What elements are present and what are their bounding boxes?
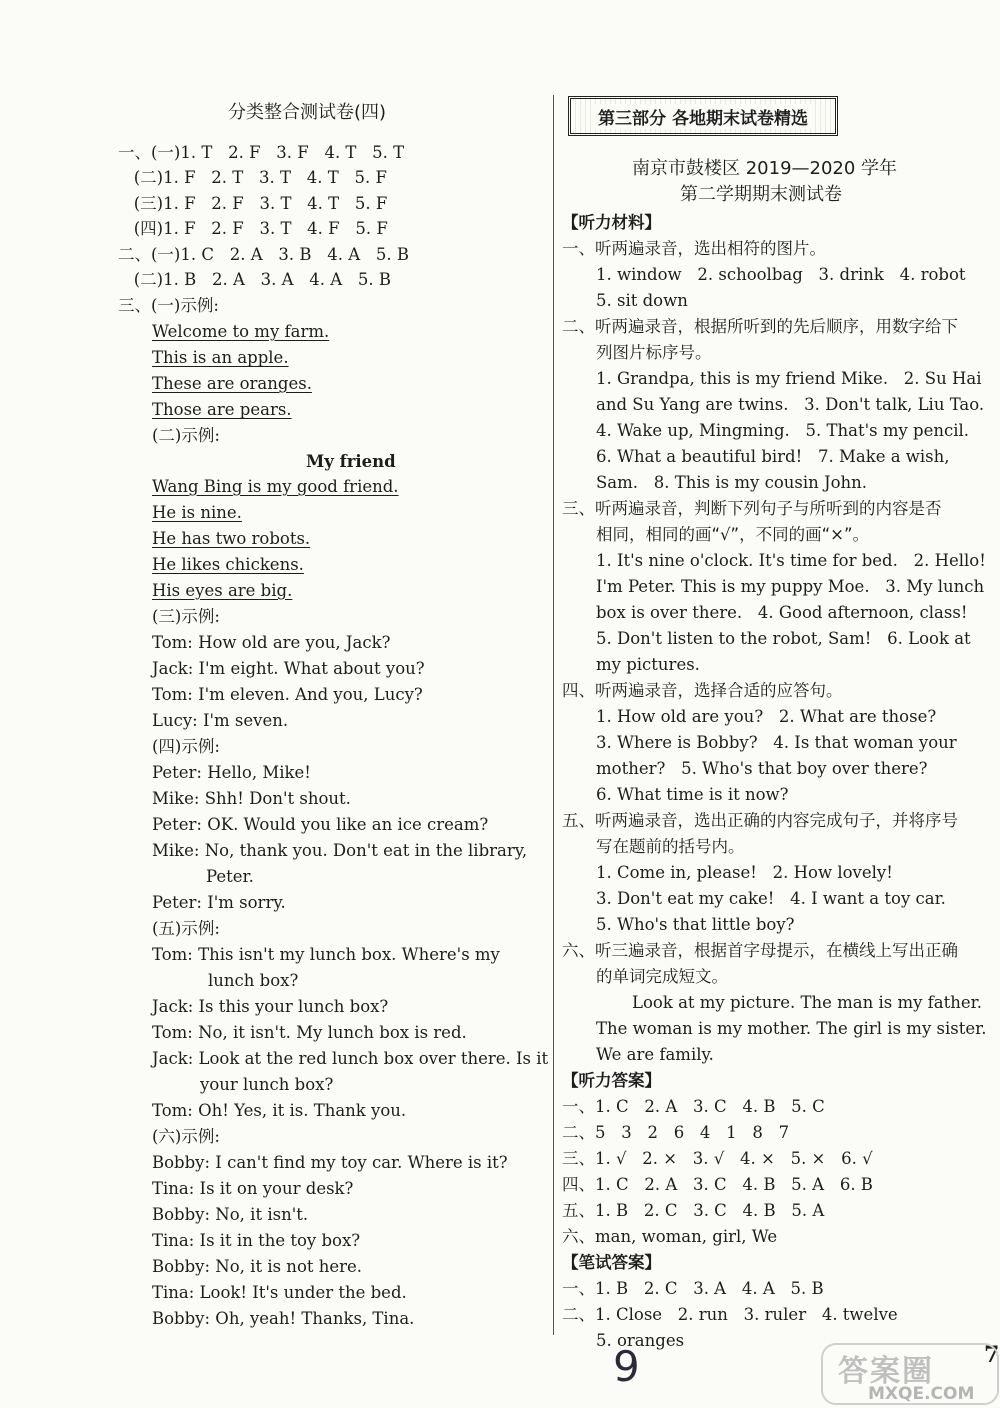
example-line: Those are pears. — [152, 400, 292, 419]
script-line: 3. Where is Bobby? 4. Is that woman your — [596, 733, 957, 752]
script-line: and Su Yang are twins. 3. Don't talk, Liu Tao. — [596, 395, 985, 414]
answer-line: (四)1. F 2. F 3. T 4. F 5. F — [118, 219, 388, 238]
answer-line: 三、1. √ 2. × 3. √ 4. × 5. × 6. √ — [562, 1149, 873, 1168]
page-number: 9 — [613, 1342, 640, 1391]
dialogue-line: Jack: Look at the red lunch box over there. Is it — [152, 1049, 549, 1068]
answer-line: 5. oranges — [596, 1331, 685, 1350]
sub-heading: (二)示例: — [152, 426, 220, 445]
dialogue-line: Lucy: I'm seven. — [152, 711, 289, 730]
part-banner-text: 第三部分 各地期末试卷精选 — [592, 104, 814, 129]
section-title-left: 分类整合测试卷(四) — [228, 102, 387, 123]
example-line: His eyes are big. — [152, 581, 293, 600]
question-line: 列图片标序号。 — [596, 343, 712, 362]
essay-title: My friend — [306, 452, 396, 471]
dialogue-line: Mike: No, thank you. Don't eat in the library, — [152, 841, 528, 860]
script-line: 1. window 2. schoolbag 3. drink 4. robot — [596, 265, 966, 284]
script-line: 5. sit down — [596, 291, 688, 310]
dialogue-line: lunch box? — [208, 971, 299, 990]
dialogue-line: Peter: OK. Would you like an ice cream? — [152, 815, 489, 834]
answer-line: (二)1. B 2. A 3. A 4. A 5. B — [118, 270, 391, 289]
answer-line: 三、(一)示例: — [118, 296, 219, 315]
example-line: He likes chickens. — [152, 555, 304, 574]
script-line: 1. How old are you? 2. What are those? — [596, 707, 937, 726]
answer-line: (二)1. F 2. T 3. T 4. T 5. F — [118, 168, 387, 187]
script-line: 1. Grandpa, this is my friend Mike. 2. Su Hai — [596, 369, 982, 388]
dialogue-line: Tina: Is it on your desk? — [152, 1179, 354, 1198]
question-line: 相同，相同的画“√”，不同的画“×”。 — [596, 525, 870, 544]
edge-digit: 7 — [984, 1342, 1000, 1368]
sub-heading: (四)示例: — [152, 737, 220, 756]
sub-heading: (六)示例: — [152, 1127, 220, 1146]
dialogue-line: Peter: I'm sorry. — [152, 893, 286, 912]
script-line: 3. Don't eat my cake! 4. I want a toy car. — [596, 889, 946, 908]
dialogue-line: Tom: How old are you, Jack? — [152, 633, 391, 652]
example-line: Welcome to my farm. — [152, 322, 330, 341]
script-line: my pictures. — [596, 655, 700, 674]
dialogue-line: Bobby: Oh, yeah! Thanks, Tina. — [152, 1309, 415, 1328]
example-line: He is nine. — [152, 503, 242, 522]
script-line: Sam. 8. This is my cousin John. — [596, 473, 868, 492]
passage-line: The woman is my mother. The girl is my sister. — [596, 1019, 987, 1038]
section-label: 【笔试答案】 — [562, 1253, 661, 1272]
dialogue-line: Tom: Oh! Yes, it is. Thank you. — [152, 1101, 407, 1120]
script-line: box is over there. 4. Good afternoon, class! — [596, 603, 968, 622]
dialogue-line: Peter. — [206, 867, 254, 886]
section-label: 【听力材料】 — [562, 213, 661, 232]
script-line: 5. Who's that little boy? — [596, 915, 795, 934]
answer-line: 一、1. B 2. C 3. A 4. A 5. B — [562, 1279, 824, 1298]
dialogue-line: Jack: I'm eight. What about you? — [152, 659, 425, 678]
dialogue-line: Tom: I'm eleven. And you, Lucy? — [152, 685, 423, 704]
script-line: I'm Peter. This is my puppy Moe. 3. My lunch — [596, 577, 985, 596]
dialogue-line: Tom: This isn't my lunch box. Where's my — [152, 945, 500, 964]
watermark-url: MXQE.COM — [868, 1384, 975, 1404]
script-line: 1. It's nine o'clock. It's time for bed. 2. Hello! — [596, 551, 986, 570]
script-line: 5. Don't listen to the robot, Sam! 6. Look at — [596, 629, 971, 648]
example-line: He has two robots. — [152, 529, 311, 548]
answer-line: 六、man, woman, girl, We — [562, 1227, 778, 1246]
question-line: 二、听两遍录音，根据所听到的先后顺序，用数字给下 — [562, 317, 958, 336]
dialogue-line: Bobby: No, it isn't. — [152, 1205, 309, 1224]
dialogue-line: Bobby: No, it is not here. — [152, 1257, 363, 1276]
passage-line: Look at my picture. The man is my father. — [632, 993, 982, 1012]
question-line: 五、听两遍录音，选出正确的内容完成句子，并将序号 — [562, 811, 958, 830]
answer-line: 一、1. C 2. A 3. C 4. B 5. C — [562, 1097, 825, 1116]
dialogue-line: Bobby: I can't find my toy car. Where is it? — [152, 1153, 508, 1172]
question-line: 一、听两遍录音，选出相符的图片。 — [562, 239, 826, 258]
answer-line: 二、5 3 2 6 4 1 8 7 — [562, 1123, 790, 1142]
section-label: 【听力答案】 — [562, 1071, 661, 1090]
answer-line: (三)1. F 2. F 3. T 4. T 5. F — [118, 194, 388, 213]
example-line: This is an apple. — [152, 348, 289, 367]
question-line: 六、听三遍录音，根据首字母提示，在横线上写出正确 — [562, 941, 958, 960]
watermark-text: 答案圈 — [838, 1354, 934, 1389]
answer-line: 五、1. B 2. C 3. C 4. B 5. A — [562, 1201, 825, 1220]
question-line: 三、听两遍录音，判断下列句子与所听到的内容是否 — [562, 499, 942, 518]
dialogue-line: Mike: Shh! Don't shout. — [152, 789, 351, 808]
question-line: 四、听两遍录音，选择合适的应答句。 — [562, 681, 843, 700]
example-line: These are oranges. — [152, 374, 312, 393]
script-line: 4. Wake up, Mingming. 5. That's my pencil. — [596, 421, 970, 440]
script-line: mother? 5. Who's that boy over there? — [596, 759, 928, 778]
dialogue-line: Peter: Hello, Mike! — [152, 763, 311, 782]
dialogue-line: Tom: No, it isn't. My lunch box is red. — [152, 1023, 467, 1042]
question-line: 写在题前的括号内。 — [596, 837, 745, 856]
dialogue-line: your lunch box? — [200, 1075, 334, 1094]
part-banner — [568, 96, 838, 136]
script-line: 6. What a beautiful bird! 7. Make a wish, — [596, 447, 950, 466]
dialogue-line: Jack: Is this your lunch box? — [152, 997, 389, 1016]
dialogue-line: Tina: Look! It's under the bed. — [152, 1283, 407, 1302]
answer-line: 四、1. C 2. A 3. C 4. B 5. A 6. B — [562, 1175, 873, 1194]
dialogue-line: Tina: Is it in the toy box? — [152, 1231, 361, 1250]
sub-heading: (三)示例: — [152, 607, 220, 626]
column-divider — [553, 95, 554, 1335]
exam-subtitle: 第二学期期末测试卷 — [680, 184, 842, 205]
question-line: 的单词完成短文。 — [596, 967, 728, 986]
answer-line: 一、(一)1. T 2. F 3. F 4. T 5. T — [118, 143, 405, 162]
example-line: Wang Bing is my good friend. — [152, 477, 399, 496]
script-line: 1. Come in, please! 2. How lovely! — [596, 863, 893, 882]
script-line: 6. What time is it now? — [596, 785, 789, 804]
sub-heading: (五)示例: — [152, 919, 220, 938]
passage-line: We are family. — [596, 1045, 714, 1064]
answer-line: 二、(一)1. C 2. A 3. B 4. A 5. B — [118, 245, 409, 264]
answer-line: 二、1. Close 2. run 3. ruler 4. twelve — [562, 1305, 898, 1324]
exam-title: 南京市鼓楼区 2019—2020 学年 — [632, 158, 898, 179]
